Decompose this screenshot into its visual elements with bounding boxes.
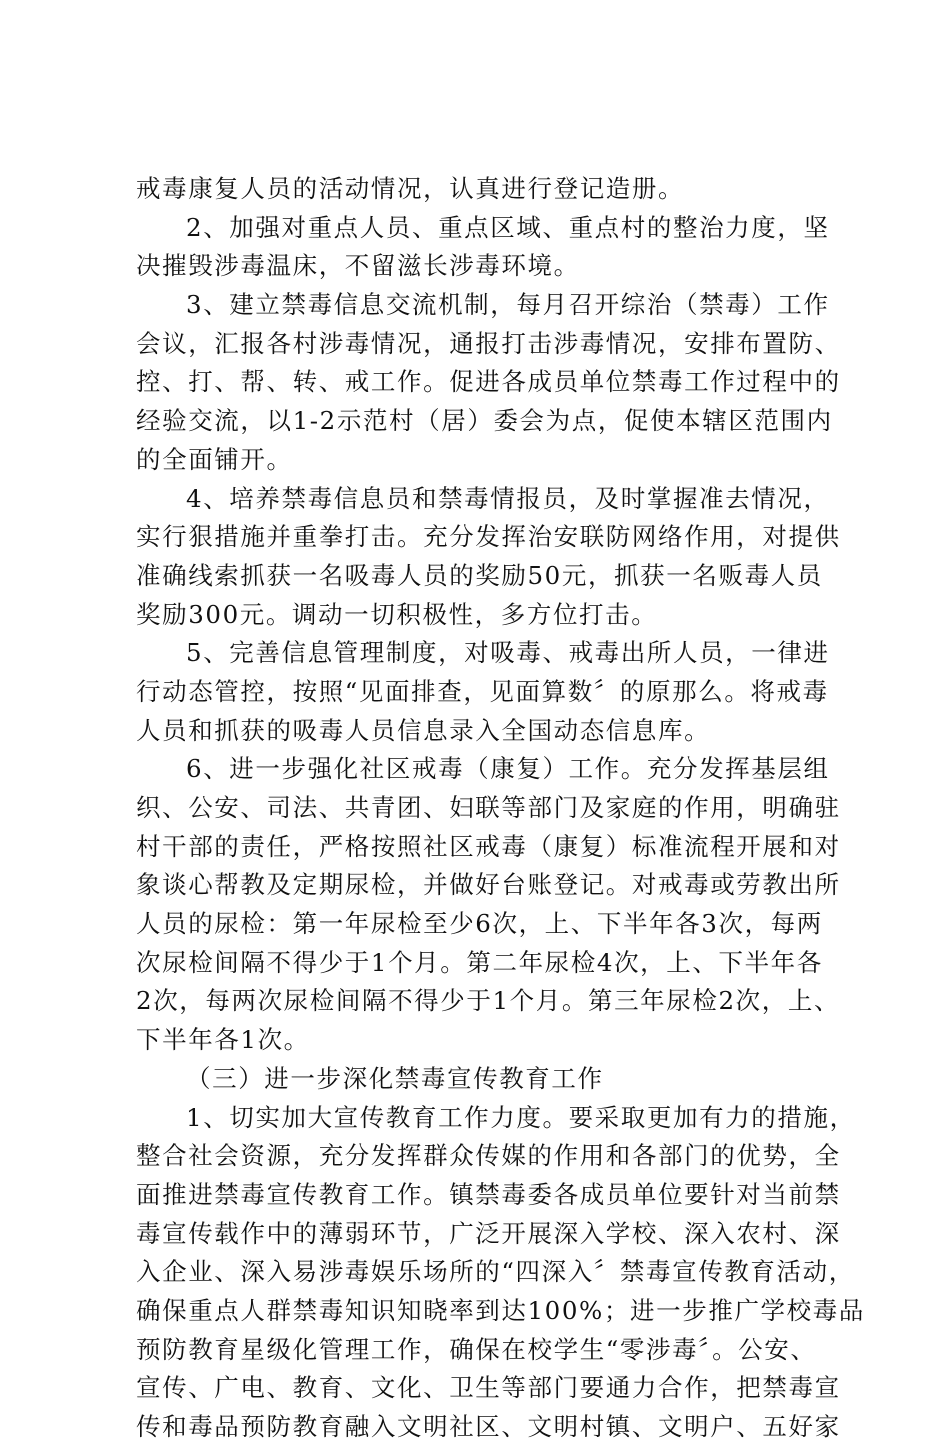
- text-line: 控、打、帮、转、戒工作。促进各成员单位禁毒工作过程中的: [136, 367, 841, 397]
- text-line: 奖励300元。调动一切积极性，多方位打击。: [136, 599, 658, 629]
- text-line: 戒毒康复人员的活动情况，认真进行登记造册。: [136, 174, 685, 203]
- text-line: 2次，每两次尿检间隔不得少于1个月。第三年尿检2次，上、: [136, 986, 841, 1016]
- text-line: 准确线索抓获一名吸毒人员的奖励50元，抓获一名贩毒人员: [136, 560, 823, 590]
- text-line: 会议，汇报各村涉毒情况，通报打击涉毒情况，安排布置防、: [136, 328, 841, 358]
- text-line: 面推进禁毒宣传教育工作。镇禁毒委各成员单位要针对当前禁: [136, 1179, 841, 1209]
- text-line: 3、建立禁毒信息交流机制，每月召开综治（禁毒）工作: [186, 290, 830, 320]
- text-line: 确保重点人群禁毒知识知晓率到达100%；进一步推广学校毒品: [136, 1295, 865, 1325]
- text-line: 人员和抓获的吸毒人员信息录入全国动态信息库。: [136, 715, 711, 745]
- text-line: 织、公安、司法、共青团、妇联等部门及家庭的作用，明确驻: [136, 793, 841, 822]
- text-line: 2、加强对重点人员、重点区域、重点村的整治力度，坚: [186, 212, 830, 242]
- text-line: 人员的尿检：第一年尿检至少6次，上、下半年各3次，每两: [136, 909, 823, 939]
- text-line: 预防教育星级化管理工作，确保在校学生“零涉毒〞。公安、: [136, 1334, 817, 1364]
- text-line: 毒宣传载作中的薄弱环节，广泛开展深入学校、深入农村、深: [136, 1218, 841, 1248]
- text-line: 整合社会资源，充分发挥群众传媒的作用和各部门的优势，全: [136, 1141, 841, 1171]
- text-line: 宣传、广电、教育、文化、卫生等部门要通力合作，把禁毒宣: [136, 1373, 841, 1403]
- document-body: [136, 170, 865, 1447]
- text-line: 村干部的责任，严格按照社区戒毒（康复）标准流程开展和对: [136, 831, 841, 861]
- text-line: 决摧毁涉毒温床，不留滋长涉毒环境。: [136, 251, 580, 281]
- text-line: 行动态管控，按照“见面排查，见面算数〞的原那么。将戒毒: [136, 676, 829, 706]
- text-line: 4、培养禁毒信息员和禁毒情报员，及时掌握准去情况，: [186, 483, 830, 513]
- text-line: （三）进一步深化禁毒宣传教育工作: [186, 1063, 604, 1093]
- text-line: 实行狠措施并重拳打击。充分发挥治安联防网络作用，对提供: [136, 522, 841, 552]
- text-line: 次尿检间隔不得少于1个月。第二年尿检4次，上、下半年各: [136, 947, 823, 977]
- text-line: 下半年各1次。: [136, 1025, 310, 1055]
- text-line: 传和毒品预防教育融入文明社区、文明村镇、文明户、五好家: [136, 1412, 841, 1441]
- text-line: 5、完善信息管理制度，对吸毒、戒毒出所人员，一律进: [186, 638, 830, 668]
- text-line: 的全面铺开。: [136, 444, 293, 474]
- text-line: 经验交流，以1-2示范村（居）委会为点，促使本辖区范围内: [136, 406, 833, 436]
- text-line: 6、进一步强化社区戒毒（康复）工作。充分发挥基层组: [186, 754, 830, 784]
- text-line: 入企业、深入易涉毒娱乐场所的“四深入〞禁毒宣传教育活动，: [136, 1257, 855, 1287]
- text-line: 象谈心帮教及定期尿检，并做好台账登记。对戒毒或劳教出所: [136, 870, 841, 900]
- text-line: 1、切实加大宣传教育工作力度。要采取更加有力的措施，: [186, 1102, 856, 1132]
